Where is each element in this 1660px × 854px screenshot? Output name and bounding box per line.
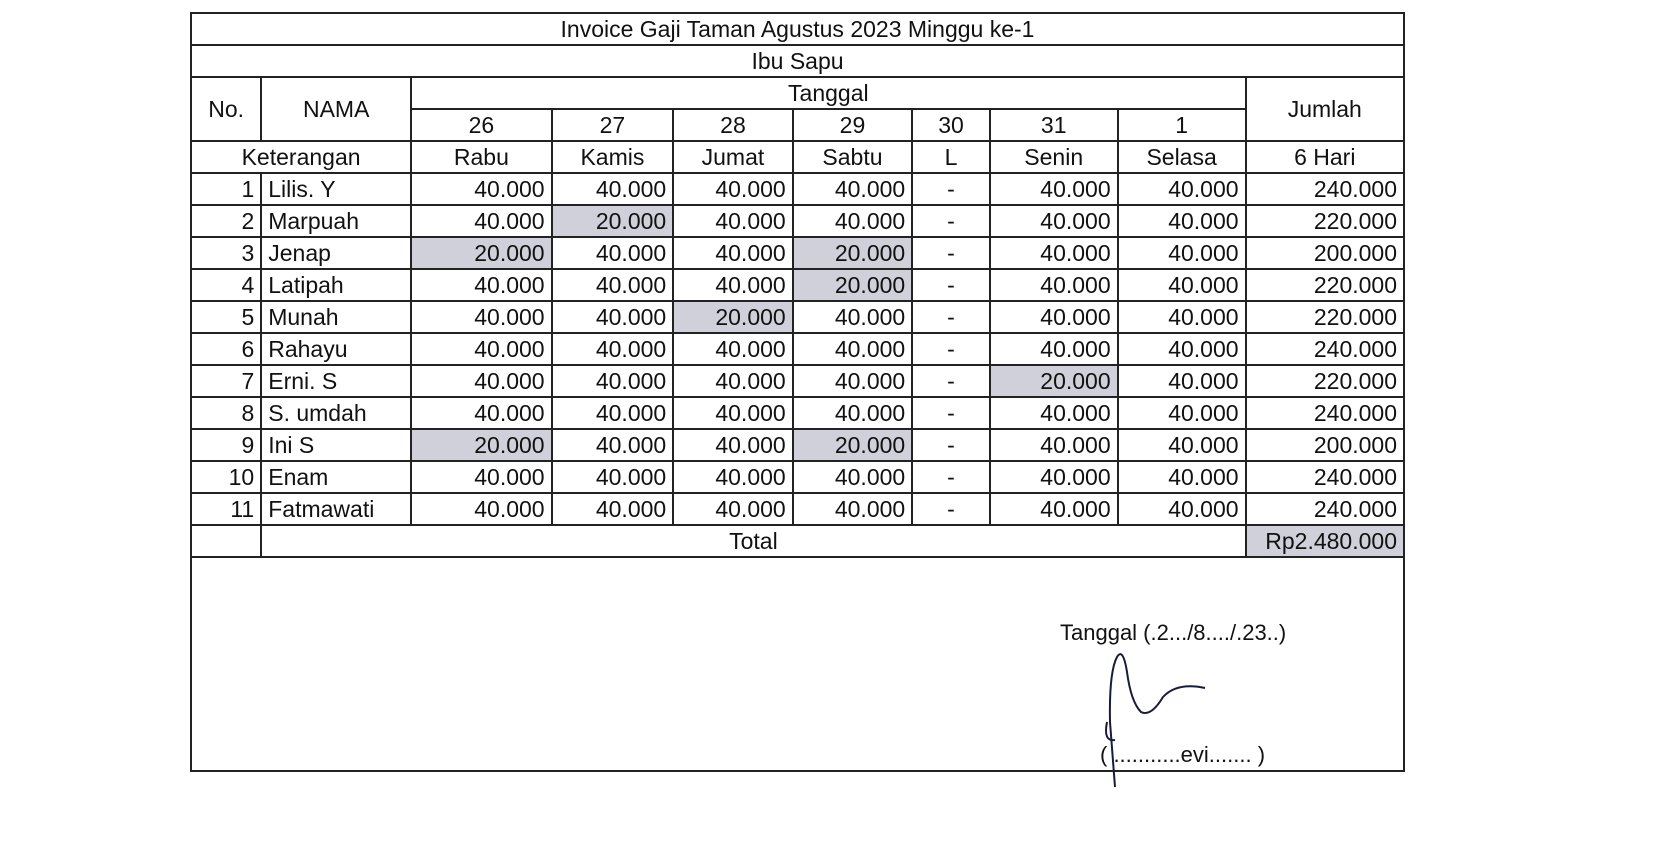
- wage-cell: 40.000: [673, 429, 793, 461]
- wage-cell: 40.000: [990, 493, 1118, 525]
- row-name: Latipah: [261, 269, 411, 301]
- day-header: Selasa: [1118, 141, 1246, 173]
- table-row: [191, 397, 1404, 429]
- wage-cell: 40.000: [552, 333, 674, 365]
- signature-date: Tanggal (.2.../8..../.23..): [1060, 620, 1287, 645]
- row-number: 11: [191, 493, 261, 525]
- wage-cell: 40.000: [1118, 205, 1246, 237]
- wage-cell: 40.000: [552, 493, 674, 525]
- wage-cell: 40.000: [1118, 173, 1246, 205]
- row-total: 220.000: [1246, 205, 1404, 237]
- row-number: 8: [191, 397, 261, 429]
- wage-cell: 40.000: [411, 461, 551, 493]
- date-header: 26: [411, 109, 551, 141]
- wage-cell: 40.000: [990, 301, 1118, 333]
- wage-cell: 40.000: [552, 237, 674, 269]
- row-name: Munah: [261, 301, 411, 333]
- wage-cell: 40.000: [673, 237, 793, 269]
- wage-cell: -: [912, 269, 990, 301]
- row-total: 240.000: [1246, 397, 1404, 429]
- table-row: [191, 173, 1404, 205]
- wage-cell: 40.000: [1118, 269, 1246, 301]
- invoice-table: [190, 12, 1405, 558]
- wage-cell: 40.000: [411, 301, 551, 333]
- wage-cell: 20.000: [990, 365, 1118, 397]
- table-row: [191, 461, 1404, 493]
- row-total: 240.000: [1246, 461, 1404, 493]
- header-nama: NAMA: [261, 77, 411, 141]
- wage-cell: 40.000: [1118, 301, 1246, 333]
- day-header: Rabu: [411, 141, 551, 173]
- row-total: 240.000: [1246, 333, 1404, 365]
- invoice-subtitle: Ibu Sapu: [191, 45, 1404, 77]
- row-number: 2: [191, 205, 261, 237]
- wage-cell: -: [912, 301, 990, 333]
- wage-cell: 40.000: [793, 205, 913, 237]
- wage-cell: -: [912, 237, 990, 269]
- wage-cell: -: [912, 397, 990, 429]
- wage-cell: 40.000: [990, 429, 1118, 461]
- header-jumlah: Jumlah: [1246, 77, 1404, 141]
- wage-cell: 40.000: [990, 269, 1118, 301]
- wage-cell: 40.000: [990, 461, 1118, 493]
- wage-cell: 40.000: [411, 269, 551, 301]
- header-no: No.: [191, 77, 261, 141]
- row-number: 4: [191, 269, 261, 301]
- wage-cell: 20.000: [411, 429, 551, 461]
- wage-cell: -: [912, 493, 990, 525]
- table-row: [191, 493, 1404, 525]
- row-number: 7: [191, 365, 261, 397]
- wage-cell: 20.000: [793, 429, 913, 461]
- wage-cell: 40.000: [673, 397, 793, 429]
- day-header: Sabtu: [793, 141, 913, 173]
- date-header: 29: [793, 109, 913, 141]
- wage-cell: 20.000: [793, 269, 913, 301]
- wage-cell: 40.000: [552, 173, 674, 205]
- row-number: 1: [191, 173, 261, 205]
- wage-cell: 40.000: [1118, 365, 1246, 397]
- days-row: [191, 141, 1404, 173]
- signature-name: ( ...........evi....... ): [1100, 742, 1266, 767]
- wage-cell: 40.000: [990, 205, 1118, 237]
- wage-cell: 20.000: [552, 205, 674, 237]
- row-name: Marpuah: [261, 205, 411, 237]
- table-row: [191, 365, 1404, 397]
- wage-cell: 20.000: [673, 301, 793, 333]
- wage-cell: -: [912, 429, 990, 461]
- day-header: Senin: [990, 141, 1118, 173]
- wage-cell: 40.000: [990, 173, 1118, 205]
- wage-cell: 40.000: [1118, 429, 1246, 461]
- table-row: [191, 301, 1404, 333]
- row-total: 240.000: [1246, 493, 1404, 525]
- row-name: Fatmawati: [261, 493, 411, 525]
- day-header: Kamis: [552, 141, 674, 173]
- row-total: 220.000: [1246, 365, 1404, 397]
- header-tanggal: Tanggal: [411, 77, 1245, 109]
- row-total: 200.000: [1246, 429, 1404, 461]
- wage-cell: 40.000: [793, 365, 913, 397]
- total-days: 6 Hari: [1246, 141, 1404, 173]
- table-row: [191, 269, 1404, 301]
- wage-cell: 40.000: [411, 493, 551, 525]
- table-row: [191, 429, 1404, 461]
- wage-cell: 40.000: [411, 397, 551, 429]
- row-name: Lilis. Y: [261, 173, 411, 205]
- wage-cell: -: [912, 365, 990, 397]
- row-name: Ini S: [261, 429, 411, 461]
- wage-cell: 40.000: [552, 301, 674, 333]
- wage-cell: 40.000: [990, 333, 1118, 365]
- wage-cell: 40.000: [793, 397, 913, 429]
- wage-cell: 40.000: [552, 269, 674, 301]
- row-total: 220.000: [1246, 269, 1404, 301]
- wage-cell: 40.000: [990, 397, 1118, 429]
- row-number: 5: [191, 301, 261, 333]
- wage-cell: 40.000: [673, 269, 793, 301]
- wage-cell: 40.000: [1118, 461, 1246, 493]
- header-keterangan: Keterangan: [191, 141, 411, 173]
- row-number: 9: [191, 429, 261, 461]
- table-row: [191, 237, 1404, 269]
- row-number: 10: [191, 461, 261, 493]
- day-header: Jumat: [673, 141, 793, 173]
- total-row: [191, 525, 1404, 557]
- wage-cell: 40.000: [411, 173, 551, 205]
- wage-cell: 40.000: [552, 365, 674, 397]
- wage-cell: 20.000: [793, 237, 913, 269]
- invoice-title: Invoice Gaji Taman Agustus 2023 Minggu ke-1: [191, 13, 1404, 45]
- wage-cell: 40.000: [1118, 237, 1246, 269]
- row-name: Erni. S: [261, 365, 411, 397]
- wage-cell: 40.000: [411, 365, 551, 397]
- date-header: 28: [673, 109, 793, 141]
- wage-cell: 40.000: [552, 397, 674, 429]
- row-total: 240.000: [1246, 173, 1404, 205]
- row-total: 220.000: [1246, 301, 1404, 333]
- wage-cell: -: [912, 461, 990, 493]
- table-row: [191, 333, 1404, 365]
- wage-cell: -: [912, 205, 990, 237]
- wage-cell: 40.000: [673, 493, 793, 525]
- wage-cell: -: [912, 173, 990, 205]
- wage-cell: 40.000: [673, 461, 793, 493]
- wage-cell: 40.000: [793, 173, 913, 205]
- day-header: L: [912, 141, 990, 173]
- wage-cell: 40.000: [793, 493, 913, 525]
- wage-cell: 40.000: [552, 461, 674, 493]
- row-name: Rahayu: [261, 333, 411, 365]
- wage-cell: 40.000: [411, 333, 551, 365]
- table-row: [191, 205, 1404, 237]
- wage-cell: 40.000: [793, 301, 913, 333]
- wage-cell: 40.000: [673, 205, 793, 237]
- row-total: 200.000: [1246, 237, 1404, 269]
- wage-cell: 40.000: [793, 333, 913, 365]
- date-header: 30: [912, 109, 990, 141]
- row-name: S. umdah: [261, 397, 411, 429]
- row-number: 3: [191, 237, 261, 269]
- total-spacer: [191, 525, 261, 557]
- wage-cell: 40.000: [1118, 397, 1246, 429]
- wage-cell: 40.000: [990, 237, 1118, 269]
- date-header: 31: [990, 109, 1118, 141]
- wage-cell: 40.000: [1118, 333, 1246, 365]
- grand-total: Rp2.480.000: [1246, 525, 1404, 557]
- wage-cell: 40.000: [793, 461, 913, 493]
- wage-cell: -: [912, 333, 990, 365]
- date-header: 1: [1118, 109, 1246, 141]
- total-label: Total: [261, 525, 1245, 557]
- wage-cell: 40.000: [673, 333, 793, 365]
- wage-cell: 40.000: [673, 365, 793, 397]
- date-header: 27: [552, 109, 674, 141]
- wage-cell: 40.000: [411, 205, 551, 237]
- row-name: Enam: [261, 461, 411, 493]
- wage-cell: 20.000: [411, 237, 551, 269]
- wage-cell: 40.000: [673, 173, 793, 205]
- row-name: Jenap: [261, 237, 411, 269]
- wage-cell: 40.000: [1118, 493, 1246, 525]
- wage-cell: 40.000: [552, 429, 674, 461]
- row-number: 6: [191, 333, 261, 365]
